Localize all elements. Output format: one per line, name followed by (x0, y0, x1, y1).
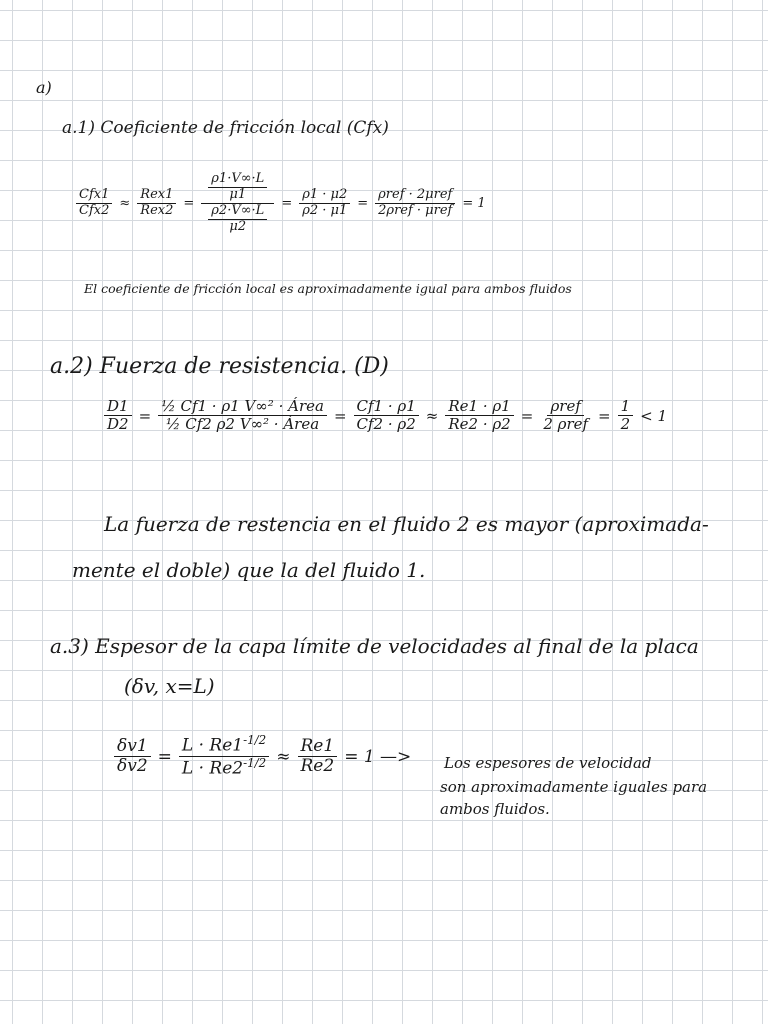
section2-formula: $\frac{D1}{D2}$ = $\frac{\text{½ Cf1 · ρ1 V∞² · Área}}{\text{½ Cf2 ρ2 V∞² · Área}}$ = $\frac{Cf1 \cdot \rho 1}{Cf2 \cdot \rho 2}$ ≈ $\frac{Re1 \cdot \rho 1}{Re2 \cdot \rho 2}$ = $\frac{\text{ρref}}{\text{2 ρref}}$ = $\frac{1}{2}$ < 1 (100, 398, 670, 434)
reference-ratio: $\frac{\text{ρref · 2μref}}{\text{2ρref · μref}}$ (375, 188, 455, 219)
reynolds-expansion (201, 172, 274, 235)
re1-denominator: μ1 (229, 186, 247, 202)
rex2: Rex2 (140, 202, 174, 218)
section3-conclusion-line2: son aproximadamente iguales para (440, 778, 708, 796)
approx-sign: ≈ (119, 195, 131, 211)
rex1: Rex1 (137, 188, 176, 204)
length-reynolds-ratio: $\frac{L \cdot Re1^{-1/2}}{L \cdot Re2^{-1/2}}$ (179, 734, 269, 779)
re2-denominator: μ2 (229, 218, 247, 234)
drag-expansion: $\frac{\text{½ Cf1 · ρ1 V∞² · Área}}{\text{½ Cf2 ρ2 V∞² · Área}}$ (158, 398, 327, 434)
section1-formula (72, 172, 489, 235)
cfx-ratio (76, 188, 112, 219)
implies-arrow: = 1 —> (344, 746, 412, 767)
section3-formula: $\frac{\delta v1}{\delta v2}$ = $\frac{L \cdot Re1^{-1/2}}{L \cdot Re2^{-1/2}}$ ≈ $\frac{Re1}{Re2}$ = 1 —> (110, 734, 414, 779)
section2-conclusion-line1: La fuerza de restencia en el fluido 2 es mayor (aproximada- (104, 512, 709, 536)
section1-note: El coeficiente de fricción local es aproximadamente igual para ambos fluidos (84, 281, 572, 296)
re1-numerator: ρ1·V∞·L (208, 172, 267, 188)
section2-conclusion-line2: mente el doble) que la del fluido 1. (72, 558, 426, 582)
section1-heading: a.1) Coeficiente de fricción local (Cfx) (62, 118, 389, 138)
cf-density-ratio: $\frac{Cf1 \cdot \rho 1}{Cf2 \cdot \rho 2}$ (354, 398, 419, 434)
re2-numerator: ρ2·V∞·L (208, 204, 267, 220)
equals-sign: = (183, 195, 195, 211)
d2: D2 (107, 415, 129, 434)
section3-heading-line1: a.3) Espesor de la capa límite de velocidades al final de la placa (50, 634, 699, 658)
section3-conclusion-line1: Los espesores de velocidad (444, 754, 652, 772)
re-density-ratio: $\frac{Re1 \cdot \rho 1}{Re2 \cdot \rho 2}$ (445, 398, 513, 434)
part-label: a) (36, 78, 52, 97)
equals-sign: = (281, 195, 293, 211)
ref-density-ratio: $\frac{\text{ρref}}{\text{2 ρref}}$ (543, 397, 589, 434)
cfx1: Cfx1 (76, 188, 112, 204)
half-fraction: $\frac{1}{2}$ (618, 398, 634, 434)
section3-conclusion-line3: ambos fluidos. (440, 800, 550, 818)
section3-heading-line2: (δv, x=L) (124, 674, 215, 698)
thickness-ratio: $\frac{\delta v1}{\delta v2}$ (114, 737, 151, 777)
rex-ratio (137, 188, 176, 219)
property-ratio: $\frac{\rho 1 \cdot \mu 2}{\rho 2 \cdot \mu 1}$ (299, 188, 350, 219)
d1: D1 (104, 398, 132, 416)
cfx2: Cfx2 (79, 202, 110, 218)
result: = 1 (462, 195, 486, 211)
reynolds-ratio: $\frac{Re1}{Re2}$ (298, 737, 338, 777)
section2-heading: a.2) Fuerza de resistencia. (D) (50, 354, 389, 379)
equals-sign: = (357, 195, 369, 211)
drag-ratio (104, 398, 132, 434)
